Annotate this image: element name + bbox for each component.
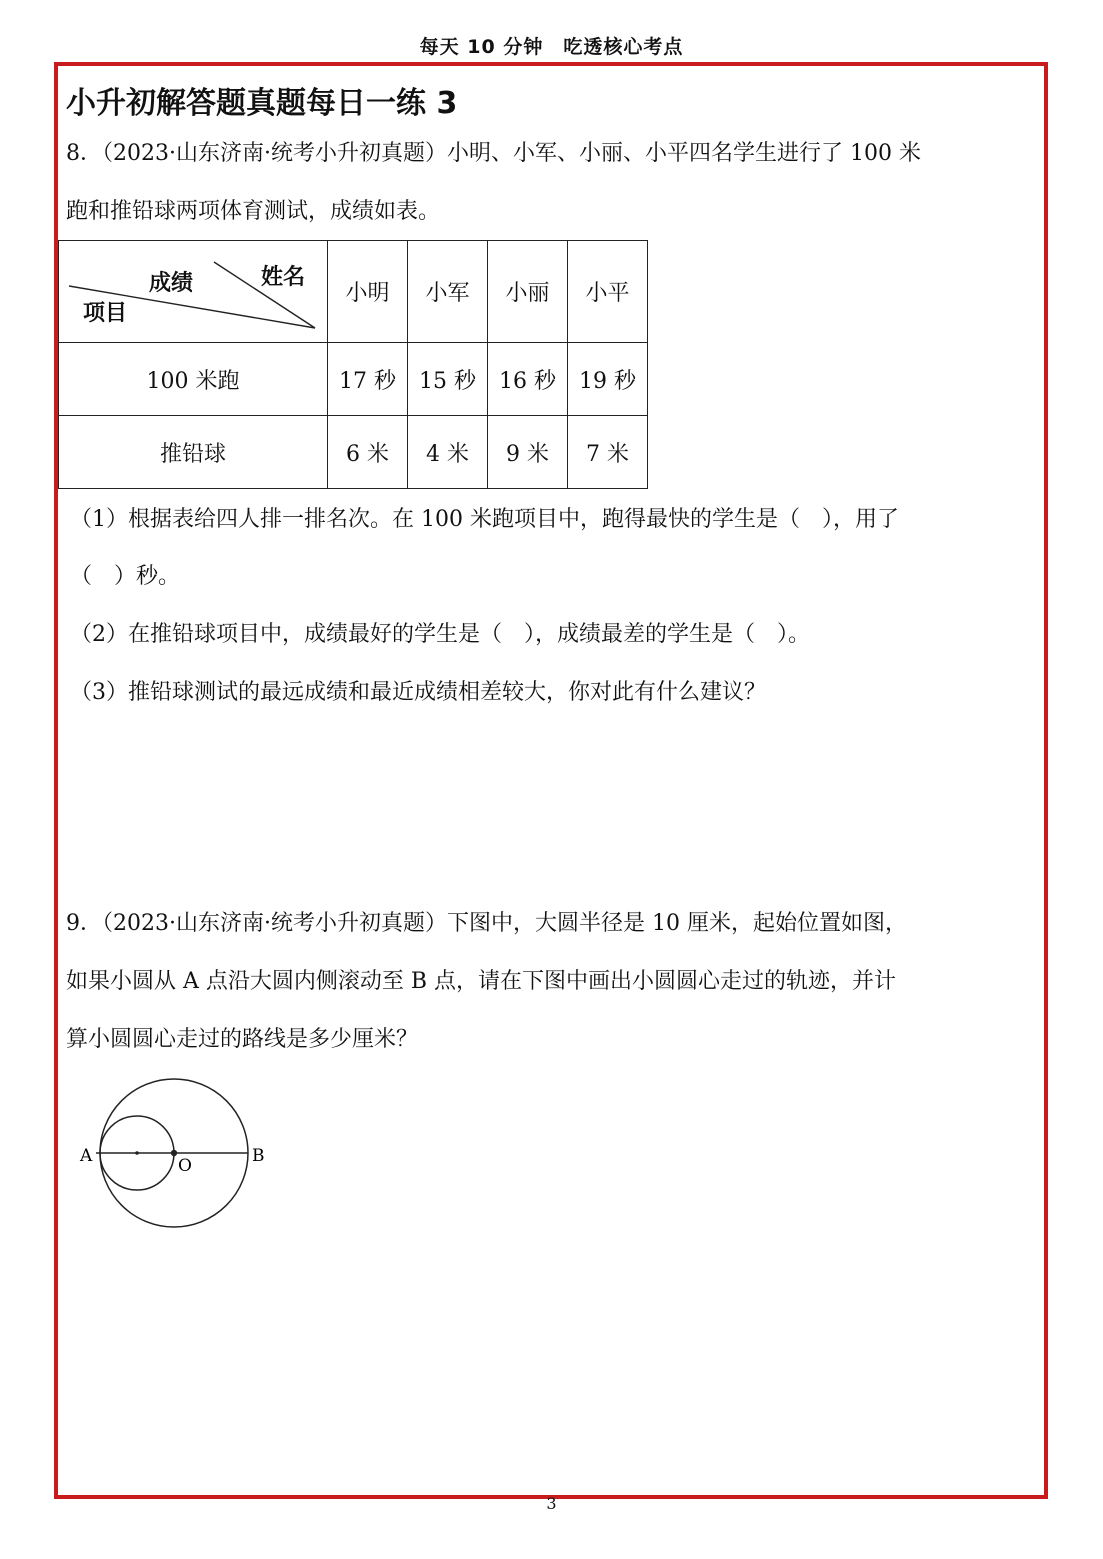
q9-line3: 算小圆圆心走过的路线是多少厘米？ (66, 1027, 419, 1052)
student-header: 小军 (408, 241, 488, 343)
student-header: 小丽 (488, 241, 568, 343)
table-cell: 17 秒 (328, 343, 408, 416)
q8-part2: （2）在推铅球项目中，成绩最好的学生是（ ），成绩最差的学生是（ ）。 (70, 622, 810, 647)
corner-item-label: 项目 (83, 300, 128, 326)
q8-part3: （3）推铅球测试的最远成绩和最近成绩相差较大，你对此有什么建议？ (70, 680, 766, 705)
table-cell: 6 米 (328, 416, 408, 489)
corner-name-label: 姓名 (261, 264, 306, 290)
table-cell: 4 米 (408, 416, 488, 489)
table-row (59, 343, 648, 416)
table-cell: 9 米 (488, 416, 568, 489)
circle-figure (72, 1075, 282, 1239)
page-header: 每天 10 分钟 吃透核心考点 (419, 36, 684, 58)
table-row (59, 416, 648, 489)
table-cell: 19 秒 (568, 343, 648, 416)
table-cell: 16 秒 (488, 343, 568, 416)
student-header: 小明 (328, 241, 408, 343)
score-table (58, 240, 648, 489)
q8-stem-line2: 跑和推铅球两项体育测试，成绩如表。 (66, 199, 441, 224)
small-center-dot (135, 1151, 139, 1155)
student-header: 小平 (568, 241, 648, 343)
table-cell: 7 米 (568, 416, 648, 489)
center-point-o (171, 1150, 177, 1156)
label-b: B (252, 1146, 265, 1166)
label-o: O (178, 1156, 192, 1176)
q9-line2: 如果小圆从 A 点沿大圆内侧滚动至 B 点，请在下图中画出小圆圆心走过的轨迹，并计 (66, 969, 897, 994)
table-cell: 15 秒 (408, 343, 488, 416)
page-title: 小升初解答题真题每日一练 3 (66, 86, 458, 121)
label-a: A (80, 1146, 93, 1166)
row-item-label: 100 米跑 (59, 343, 328, 416)
q8-part1-line1: （1）根据表给四人排一排名次。在 100 米跑项目中，跑得最快的学生是（ ），用了 (70, 507, 899, 532)
page-number: 3 (546, 1494, 557, 1513)
table-header-row (59, 241, 648, 343)
q9-line1: 9．（2023·山东济南·统考小升初真题）下图中，大圆半径是 10 厘米，起始位置如图， (66, 911, 907, 936)
row-item-label: 推铅球 (59, 416, 328, 489)
q8-part1-line2: （ ）秒。 (70, 564, 181, 589)
q8-stem-line1: 8．（2023·山东济南·统考小升初真题）小明、小军、小丽、小平四名学生进行了 100 米 (66, 141, 921, 166)
corner-score-label: 成绩 (149, 270, 194, 296)
table-corner-cell (59, 241, 328, 343)
